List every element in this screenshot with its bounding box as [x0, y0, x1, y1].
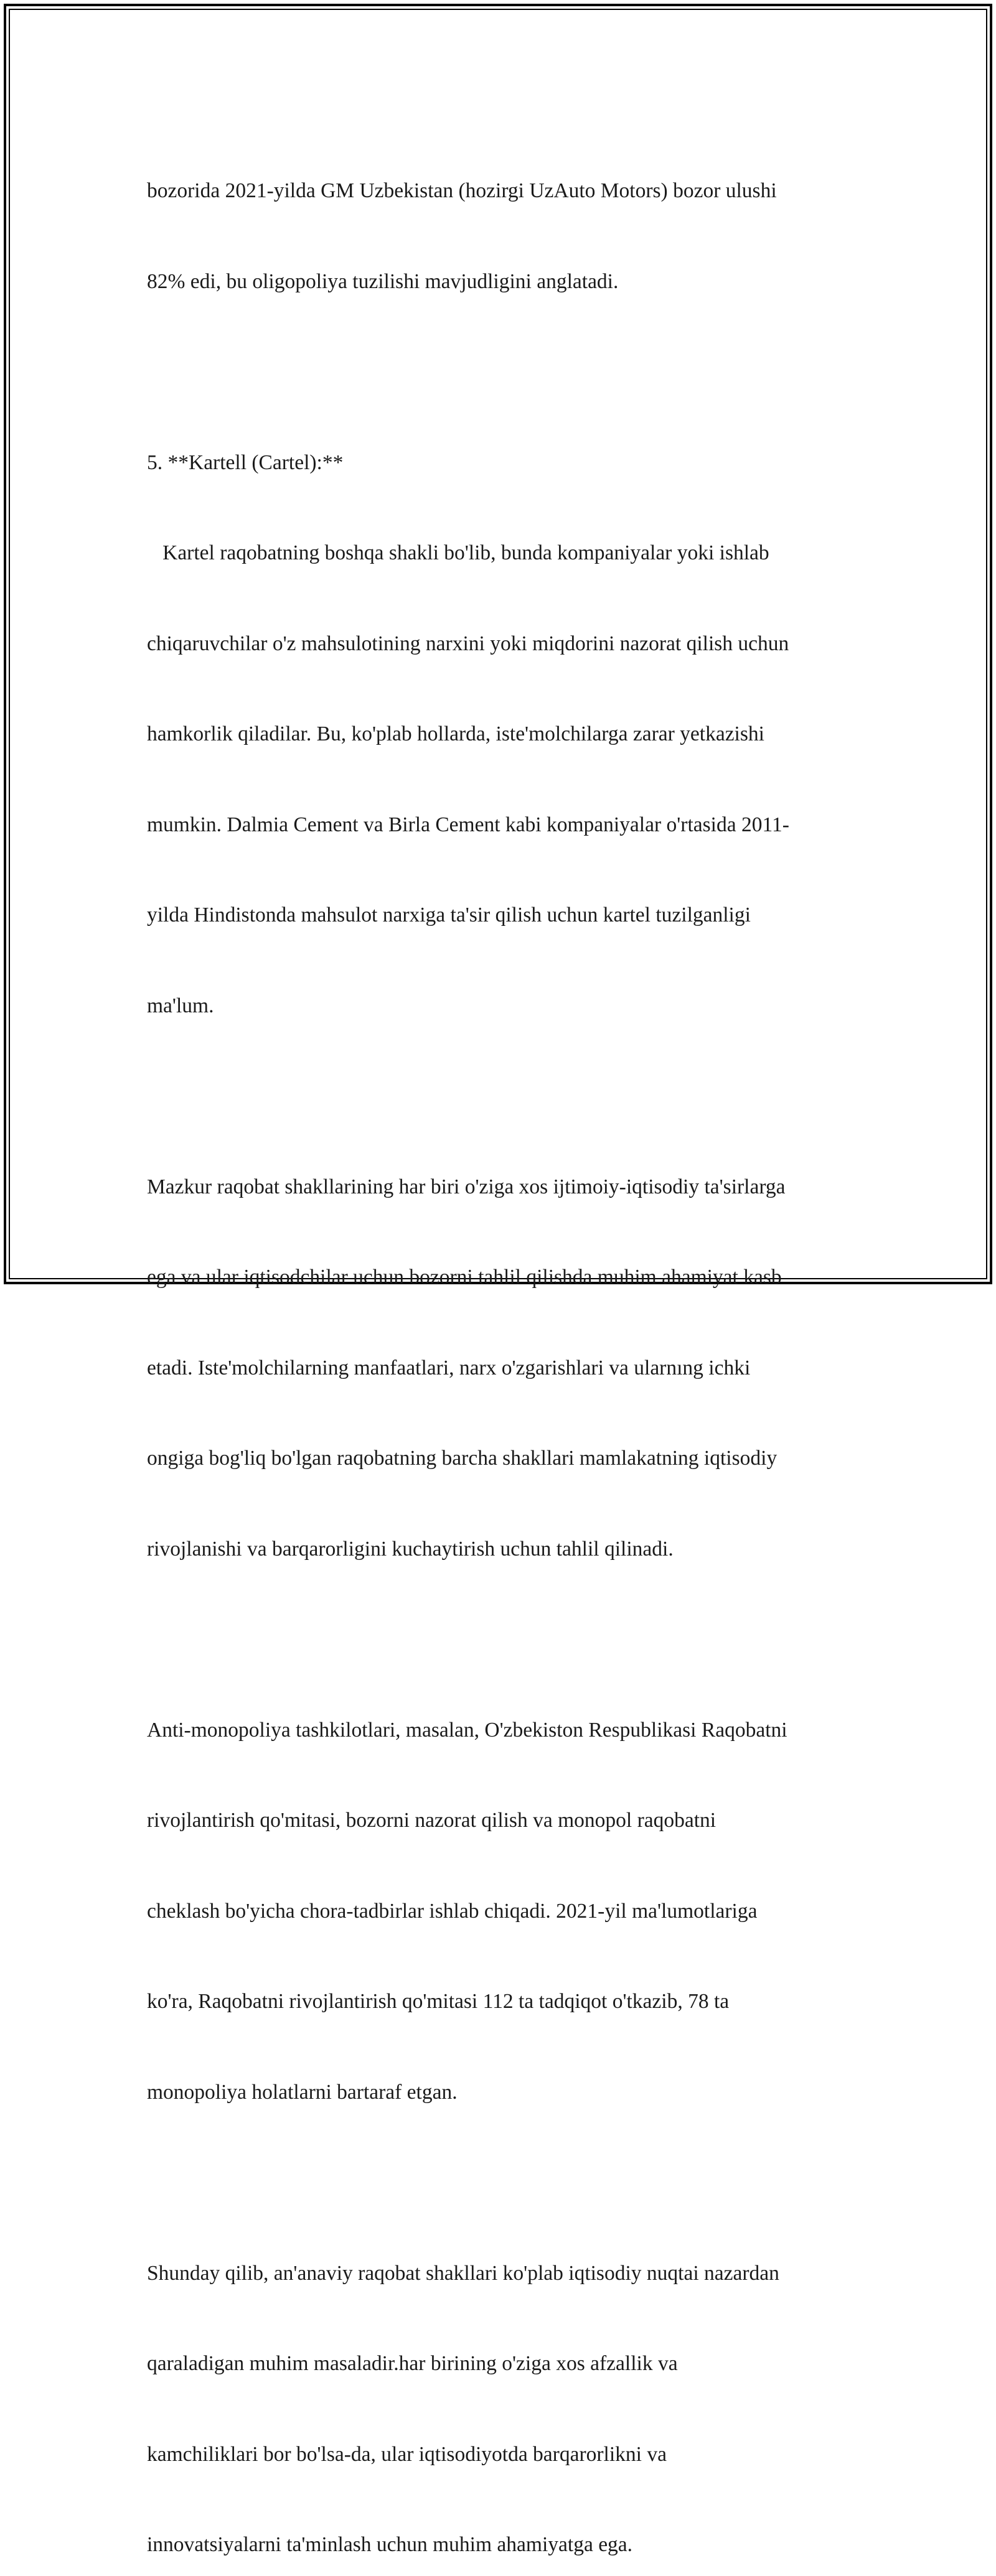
text-line: Kartel raqobatning boshqa shakli bo'lib, bunda kompaniyalar yoki ishlab — [147, 538, 857, 569]
text-line: ma'lum. — [147, 991, 857, 1022]
text-line: qaraladigan muhim masaladir.har birining o'ziga xos afzallik va — [147, 2349, 857, 2379]
text-line: bozorida 2021-yilda GM Uzbekistan (hozirgi UzAuto Motors) bozor ulushi — [147, 176, 857, 207]
text-line: rivojlantirish qo'mitasi, bozorni nazorat qilish va monopol raqobatni — [147, 1806, 857, 1836]
text-line: ko'ra, Raqobatni rivojlantirish qo'mitasi 112 ta tadqiqot o'tkazib, 78 ta — [147, 1987, 857, 2017]
section-heading-cartel: 5. **Kartell (Cartel):** — [147, 448, 857, 478]
text-line: rivojlanishi va barqarorligini kuchaytirish uchun tahlil qilinadi. — [147, 1534, 857, 1565]
text-line: ongiga bog'liq bo'lgan raqobatning barcha shakllari mamlakatning iqtisodiy — [147, 1444, 857, 1474]
document-body — [147, 116, 857, 2576]
text-line: ega va ular iqtisodchilar uchun bozorni tahlil qilishda muhim ahamiyat kasb — [147, 1262, 857, 1293]
text-line: hamkorlik qiladilar. Bu, ko'plab hollarda, iste'molchilarga zarar yetkazishi — [147, 719, 857, 750]
text-line: monopoliya holatlarni bartaraf etgan. — [147, 2078, 857, 2108]
text-line: mumkin. Dalmia Cement va Birla Cement kabi kompaniyalar o'rtasida 2011- — [147, 810, 857, 841]
paragraph-competition-forms — [147, 1112, 857, 1625]
paragraph-anti-monopoly — [147, 1655, 857, 2168]
text-line: yilda Hindistonda mahsulot narxiga ta'sir qilish uchun kartel tuzilganligi — [147, 900, 857, 931]
text-line: Anti-monopoliya tashkilotlari, masalan, O'zbekiston Respublikasi Raqobatni — [147, 1715, 857, 1746]
paragraph-conclusion — [147, 2198, 857, 2576]
text-line: Mazkur raqobat shakllarining har biri o'ziga xos ijtimoiy-iqtisodiy ta'sirlarga — [147, 1172, 857, 1203]
text-line: kamchiliklari bor bo'lsa-da, ular iqtisodiyotda barqarorlikni va — [147, 2440, 857, 2470]
text-line: etadi. Iste'molchilarning manfaatlari, narx o'zgarishlari va ularnıng ichki — [147, 1353, 857, 1384]
paragraph-oligopoly-example — [147, 116, 857, 357]
paragraph-cartel — [147, 388, 857, 1082]
text-line: 82% edi, bu oligopoliya tuzilishi mavjudligini anglatadi. — [147, 267, 857, 297]
text-line: chiqaruvchilar o'z mahsulotining narxini yoki miqdorini nazorat qilish uchun — [147, 629, 857, 660]
text-line: innovatsiyalarni ta'minlash uchun muhim ahamiyatga ega. — [147, 2530, 857, 2560]
text-line: cheklash bo'yicha chora-tadbirlar ishlab chiqadi. 2021-yil ma'lumotlariga — [147, 1897, 857, 1927]
text-line: Shunday qilib, an'anaviy raqobat shakllari ko'plab iqtisodiy nuqtai nazardan — [147, 2259, 857, 2289]
